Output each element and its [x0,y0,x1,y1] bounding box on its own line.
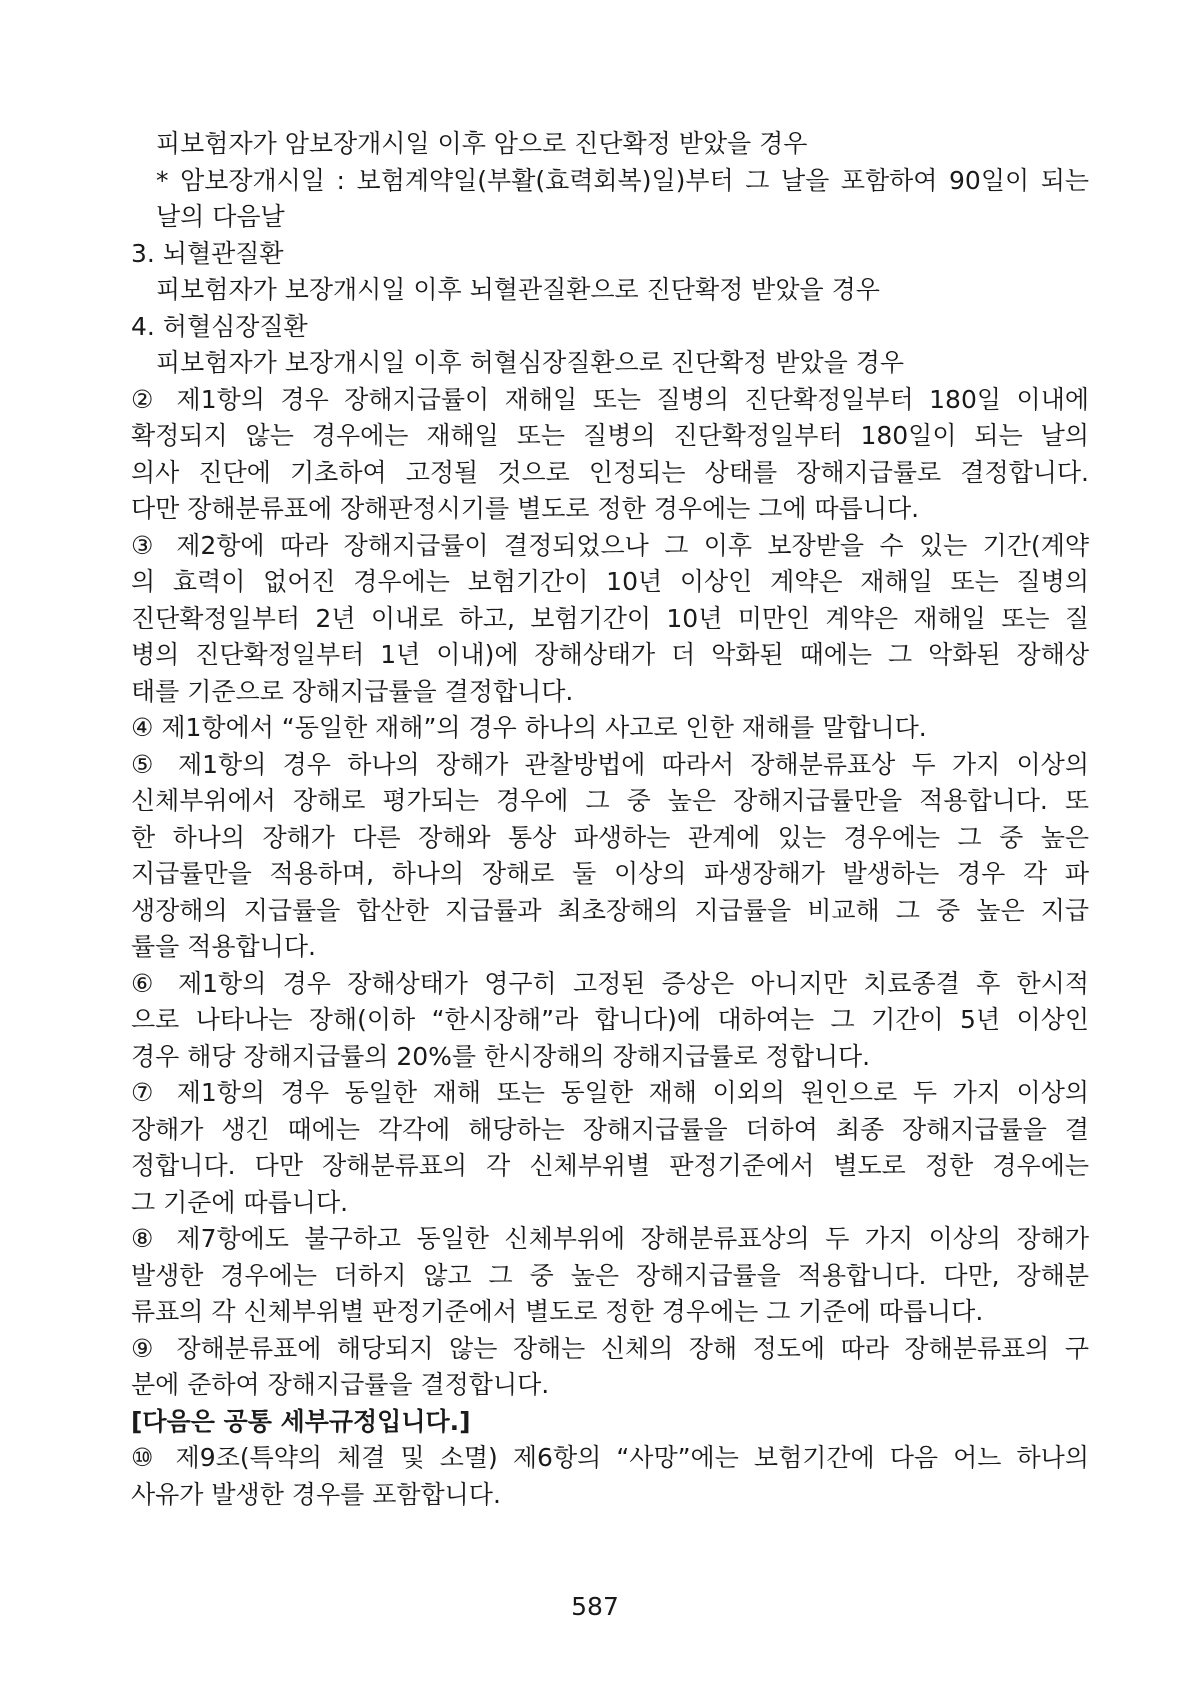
text-line: 장해가 생긴 때에는 각각에 해당하는 장해지급률을 더하여 최종 장해지급률을 결 [131,1114,1089,1144]
text-line: 병의 진단확정일부터 1년 이내)에 장해상태가 더 악화된 때에는 그 악화된 장해상 [131,640,1089,669]
text-line: 분에 준하여 장해지급률을 결정합니다. [131,1370,550,1399]
text-line: 정합니다. 다만 장해분류표의 각 신체부위별 판정기준에서 별도로 정한 경우에는 [131,1151,1089,1180]
text-line: 날의 다음날 [156,202,285,231]
text-line: 경우 해당 장해지급률의 20%를 한시장해의 장해지급률로 정합니다. [131,1041,871,1071]
text-line: 피보험자가 보장개시일 이후 뇌혈관질환으로 진단확정 받았을 경우 [156,275,880,304]
text-line: 류표의 각 신체부위별 판정기준에서 별도로 정한 경우에는 그 기준에 따릅니다. [131,1297,984,1326]
text-line: ⑥ 제1항의 경우 장해상태가 영구히 고정된 증상은 아니지만 치료종결 후 한시적 [131,968,1089,998]
section-heading: 3. 뇌혈관질환 [131,238,284,268]
text-line: 의사 진단에 기초하여 고정될 것으로 인정되는 상태를 장해지급률로 결정합니다. [131,457,1089,487]
text-line: 피보험자가 보장개시일 이후 허혈심장질환으로 진단확정 받았을 경우 [156,348,905,377]
text-line: 률을 적용합니다. [131,932,316,961]
text-line: 다만 장해분류표에 장해판정시기를 별도로 정한 경우에는 그에 따릅니다. [131,494,920,523]
section-heading-bold: [다음은 공통 세부규정입니다.] [131,1406,471,1436]
text-line: ⑦ 제1항의 경우 동일한 재해 또는 동일한 재해 이외의 원인으로 두 가지 이상의 [131,1078,1089,1107]
text-line: ⑩ 제9조(특약의 체결 및 소멸) 제6항의 “사망”에는 보험기간에 다음 어느 하나의 [131,1443,1089,1472]
page-body [131,126,1089,1513]
text-line: ⑤ 제1항의 경우 하나의 장해가 관찰방법에 따라서 장해분류표상 두 가지 이상의 [131,749,1089,779]
text-line: 으로 나타나는 장해(이하 “한시장해”라 합니다)에 대하여는 그 기간이 5년 이상인 [131,1005,1089,1034]
text-line: 그 기준에 따릅니다. [131,1187,349,1217]
text-line: 신체부위에서 장해로 평가되는 경우에 그 중 높은 장해지급률만을 적용합니다. 또 [131,786,1089,815]
text-line: 지급률만을 적용하며, 하나의 장해로 둘 이상의 파생장해가 발생하는 경우 각 파 [131,859,1089,888]
text-line: 생장해의 지급률을 합산한 지급률과 최초장해의 지급률을 비교해 그 중 높은 지급 [131,895,1089,925]
text-line: ⑧ 제7항에도 불구하고 동일한 신체부위에 장해분류표상의 두 가지 이상의 장해가 [131,1224,1089,1253]
page-number: 587 [571,1592,619,1621]
text-line: 의 효력이 없어진 경우에는 보험기간이 10년 이상인 계약은 재해일 또는 질병의 [131,567,1089,596]
text-line: 사유가 발생한 경우를 포함합니다. [131,1479,501,1509]
text-line: * 암보장개시일 : 보험계약일(부활(효력회복)일)부터 그 날을 포함하여 90일이 되는 [156,165,1089,195]
text-line: 확정되지 않는 경우에는 재해일 또는 질병의 진단확정일부터 180일이 되는 날의 [131,421,1089,450]
text-line: ② 제1항의 경우 장해지급률이 재해일 또는 질병의 진단확정일부터 180일 이내에 [131,384,1089,414]
text-line: ④ 제1항에서 “동일한 재해”의 경우 하나의 사고로 인한 재해를 말합니다. [131,713,927,742]
text-line: ③ 제2항에 따라 장해지급률이 결정되었으나 그 이후 보장받을 수 있는 기간(계약 [131,530,1089,560]
text-line: 한 하나의 장해가 다른 장해와 통상 파생하는 관계에 있는 경우에는 그 중 높은 [131,822,1089,852]
text-line: ⑨ 장해분류표에 해당되지 않는 장해는 신체의 장해 정도에 따라 장해분류표의 구 [131,1333,1089,1363]
text-line: 태를 기준으로 장해지급률을 결정합니다. [131,676,574,706]
text-line: 진단확정일부터 2년 이내로 하고, 보험기간이 10년 미만인 계약은 재해일 또는 질 [131,603,1089,633]
section-heading: 4. 허혈심장질환 [131,311,308,341]
text-line: 피보험자가 암보장개시일 이후 암으로 진단확정 받았을 경우 [156,129,808,158]
text-line: 발생한 경우에는 더하지 않고 그 중 높은 장해지급률을 적용합니다. 다만, 장해분 [131,1260,1089,1290]
